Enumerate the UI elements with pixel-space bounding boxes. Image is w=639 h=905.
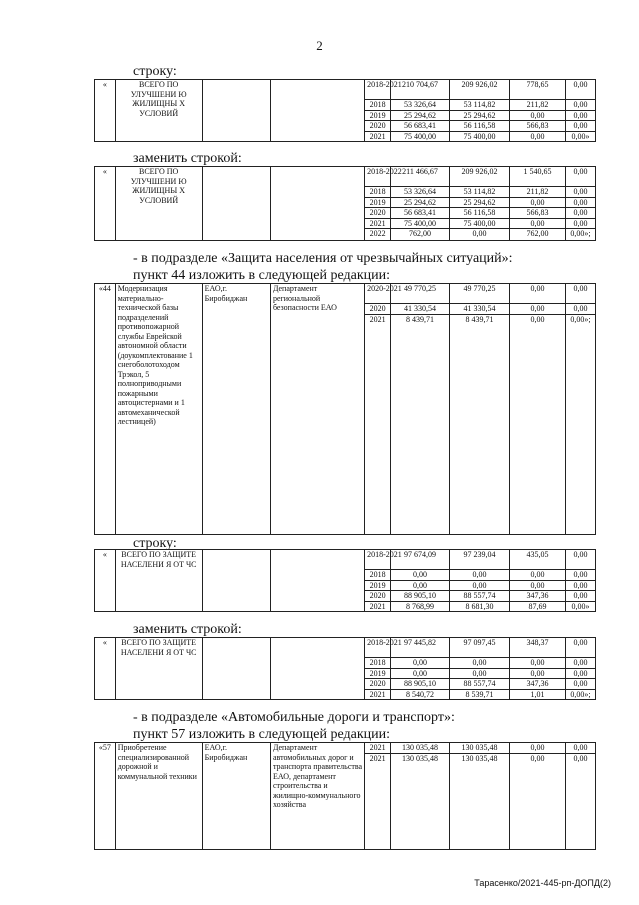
total-amount-cell: 88 905,10 [391, 591, 450, 602]
heading-stroku-1: строку: [133, 64, 177, 79]
year-cell: 2019 [365, 580, 391, 591]
year-cell: 2020-2021 [365, 284, 391, 304]
year-cell: 2020 [365, 121, 391, 132]
year-cell: 2020 [365, 304, 391, 315]
budget-amount-cell: 0,00 [450, 229, 510, 241]
year-cell: 2020 [365, 208, 391, 219]
regional-amount-cell: 347,36 [510, 679, 566, 690]
total-amount-cell: 41 330,54 [391, 304, 450, 315]
total-amount-cell: 97 674,09 [391, 550, 450, 570]
regional-amount-cell: 778,65 [510, 80, 566, 100]
total-amount-cell: 0,00 [391, 658, 450, 669]
total-amount-cell: 53 326,64 [391, 187, 450, 198]
total-amount-cell: 75 400,00 [391, 218, 450, 229]
total-amount-cell: 762,00 [391, 229, 450, 241]
executor-cell [270, 167, 364, 241]
table-row [95, 743, 596, 754]
budget-amount-cell: 209 926,02 [450, 80, 510, 100]
other-amount-cell: 0,00» [565, 131, 595, 142]
budget-amount-cell: 56 116,58 [450, 121, 510, 132]
total-amount-cell: 130 035,48 [391, 743, 450, 754]
budget-amount-cell: 0,00 [450, 658, 510, 669]
budget-amount-cell: 0,00 [450, 668, 510, 679]
table-punkt-57 [94, 742, 596, 850]
year-cell: 2021 [365, 131, 391, 142]
location-cell: ЕАО,г. Биробиджан [202, 284, 270, 535]
location-cell [202, 550, 270, 612]
row-mark: « [95, 167, 116, 241]
year-cell: 2018 [365, 100, 391, 111]
other-amount-cell: 0,00 [565, 570, 595, 581]
total-amount-cell: 0,00 [391, 570, 450, 581]
year-cell: 2020 [365, 679, 391, 690]
total-amount-cell: 25 294,62 [391, 197, 450, 208]
year-cell: 2021 [365, 743, 391, 754]
location-cell: ЕАО,г. Биробиджан [202, 743, 270, 850]
budget-amount-cell: 97 097,45 [450, 638, 510, 658]
year-cell: 2021 [365, 753, 391, 849]
other-amount-cell: 0,00 [565, 753, 595, 849]
budget-amount-cell: 88 557,74 [450, 591, 510, 602]
year-cell: 2018 [365, 187, 391, 198]
budget-amount-cell: 53 114,82 [450, 187, 510, 198]
object-name: ВСЕГО ПО ЗАЩИТЕ НАСЕЛЕНИ Я ОТ ЧС [115, 550, 202, 612]
table-row [95, 284, 596, 304]
year-cell: 2018 [365, 658, 391, 669]
regional-amount-cell: 0,00 [510, 304, 566, 315]
executor-cell [270, 550, 364, 612]
year-cell: 2020 [365, 591, 391, 602]
other-amount-cell: 0,00» [565, 601, 595, 612]
total-amount-cell: 0,00 [391, 668, 450, 679]
budget-amount-cell: 130 035,48 [450, 743, 510, 754]
other-amount-cell: 0,00 [565, 668, 595, 679]
table-row [95, 638, 596, 658]
table-row [95, 167, 596, 187]
regional-amount-cell: 566,83 [510, 208, 566, 219]
regional-amount-cell: 211,82 [510, 187, 566, 198]
other-amount-cell: 0,00 [565, 208, 595, 219]
regional-amount-cell: 0,00 [510, 570, 566, 581]
executor-cell [270, 80, 364, 142]
year-cell: 2018 [365, 570, 391, 581]
budget-amount-cell: 49 770,25 [450, 284, 510, 304]
budget-amount-cell: 209 926,02 [450, 167, 510, 187]
budget-amount-cell: 8 439,71 [450, 314, 510, 534]
regional-amount-cell: 0,00 [510, 197, 566, 208]
other-amount-cell: 0,00»; [565, 689, 595, 700]
total-amount-cell: 130 035,48 [391, 753, 450, 849]
total-amount-cell: 97 445,82 [391, 638, 450, 658]
budget-amount-cell: 130 035,48 [450, 753, 510, 849]
total-amount-cell: 56 683,41 [391, 121, 450, 132]
year-cell: 2022 [365, 229, 391, 241]
year-cell: 2019 [365, 110, 391, 121]
location-cell [202, 167, 270, 241]
regional-amount-cell: 0,00 [510, 284, 566, 304]
year-cell: 2018-2021 [365, 80, 391, 100]
regional-amount-cell: 0,00 [510, 218, 566, 229]
year-cell: 2019 [365, 668, 391, 679]
regional-amount-cell: 0,00 [510, 110, 566, 121]
budget-amount-cell: 0,00 [450, 580, 510, 591]
heading-subsection-zashchita: - в подразделе «Защита населения от чрезвычайных ситуаций»: [133, 251, 513, 266]
regional-amount-cell: 348,37 [510, 638, 566, 658]
regional-amount-cell: 0,00 [510, 580, 566, 591]
other-amount-cell: 0,00 [565, 284, 595, 304]
regional-amount-cell: 0,00 [510, 743, 566, 754]
object-name: Приобретение специализированной дорожной и коммунальной техники [115, 743, 202, 850]
executor-cell: Департамент региональной безопасности ЕАО [270, 284, 364, 535]
other-amount-cell: 0,00 [565, 550, 595, 570]
table-row [95, 80, 596, 100]
object-name: ВСЕГО ПО УЛУЧШЕНИ Ю ЖИЛИЩНЫ Х УСЛОВИЙ [115, 80, 202, 142]
budget-amount-cell: 25 294,62 [450, 197, 510, 208]
budget-amount-cell: 88 557,74 [450, 679, 510, 690]
total-amount-cell: 25 294,62 [391, 110, 450, 121]
other-amount-cell: 0,00 [565, 218, 595, 229]
object-name: ВСЕГО ПО УЛУЧШЕНИ Ю ЖИЛИЩНЫ Х УСЛОВИЙ [115, 167, 202, 241]
year-cell: 2018-2021 [365, 638, 391, 658]
executor-cell [270, 638, 364, 700]
table-zashchita-old [94, 549, 596, 612]
other-amount-cell: 0,00 [565, 197, 595, 208]
row-mark: «44 [95, 284, 116, 535]
heading-punkt-57: пункт 57 изложить в следующей редакции: [133, 727, 390, 742]
other-amount-cell: 0,00»; [565, 229, 595, 241]
page-number: 2 [316, 38, 323, 53]
year-cell: 2018-2022 [365, 167, 391, 187]
regional-amount-cell: 1 540,65 [510, 167, 566, 187]
budget-amount-cell: 53 114,82 [450, 100, 510, 111]
budget-amount-cell: 75 400,00 [450, 131, 510, 142]
budget-amount-cell: 56 116,58 [450, 208, 510, 219]
year-cell: 2021 [365, 601, 391, 612]
year-cell: 2019 [365, 197, 391, 208]
total-amount-cell: 210 704,67 [391, 80, 450, 100]
location-cell [202, 638, 270, 700]
year-cell: 2018-2021 [365, 550, 391, 570]
other-amount-cell: 0,00 [565, 187, 595, 198]
budget-amount-cell: 25 294,62 [450, 110, 510, 121]
heading-subsection-dorogi: - в подразделе «Автомобильные дороги и транспорт»: [133, 710, 455, 725]
regional-amount-cell: 1,01 [510, 689, 566, 700]
heading-stroku-2: строку: [133, 536, 177, 551]
regional-amount-cell: 0,00 [510, 314, 566, 534]
row-mark: « [95, 550, 116, 612]
heading-punkt-44: пункт 44 изложить в следующей редакции: [133, 268, 390, 283]
other-amount-cell: 0,00 [565, 591, 595, 602]
budget-amount-cell: 75 400,00 [450, 218, 510, 229]
location-cell [202, 80, 270, 142]
other-amount-cell: 0,00»; [565, 314, 595, 534]
budget-amount-cell: 97 239,04 [450, 550, 510, 570]
total-amount-cell: 8 540,72 [391, 689, 450, 700]
budget-amount-cell: 8 539,71 [450, 689, 510, 700]
regional-amount-cell: 347,36 [510, 591, 566, 602]
table-punkt-44 [94, 283, 596, 535]
total-amount-cell: 8 768,99 [391, 601, 450, 612]
document-footer-code: Тарасенко/2021-445-рп-ДОПД(2) [474, 878, 611, 888]
other-amount-cell: 0,00 [565, 80, 595, 100]
total-amount-cell: 8 439,71 [391, 314, 450, 534]
total-amount-cell: 49 770,25 [391, 284, 450, 304]
table-uluchshenie-old [94, 79, 596, 142]
table-uluchshenie-new [94, 166, 596, 241]
table-row [95, 550, 596, 570]
other-amount-cell: 0,00 [565, 658, 595, 669]
total-amount-cell: 56 683,41 [391, 208, 450, 219]
budget-amount-cell: 41 330,54 [450, 304, 510, 315]
regional-amount-cell: 566,83 [510, 121, 566, 132]
budget-amount-cell: 0,00 [450, 570, 510, 581]
total-amount-cell: 88 905,10 [391, 679, 450, 690]
year-cell: 2021 [365, 689, 391, 700]
other-amount-cell: 0,00 [565, 121, 595, 132]
regional-amount-cell: 87,69 [510, 601, 566, 612]
regional-amount-cell: 762,00 [510, 229, 566, 241]
heading-zamenit-2: заменить строкой: [133, 622, 242, 637]
total-amount-cell: 0,00 [391, 580, 450, 591]
row-mark: « [95, 80, 116, 142]
other-amount-cell: 0,00 [565, 679, 595, 690]
row-mark: «57 [95, 743, 116, 850]
other-amount-cell: 0,00 [565, 304, 595, 315]
executor-cell: Департамент автомобильных дорог и транспорта правительства ЕАО, департамент строительства и жилищно-коммунального хозяйства [270, 743, 364, 850]
regional-amount-cell: 0,00 [510, 658, 566, 669]
regional-amount-cell: 0,00 [510, 753, 566, 849]
heading-zamenit-1: заменить строкой: [133, 151, 242, 166]
budget-amount-cell: 8 681,30 [450, 601, 510, 612]
total-amount-cell: 211 466,67 [391, 167, 450, 187]
other-amount-cell: 0,00 [565, 100, 595, 111]
regional-amount-cell: 211,82 [510, 100, 566, 111]
object-name: ВСЕГО ПО ЗАЩИТЕ НАСЕЛЕНИ Я ОТ ЧС [115, 638, 202, 700]
total-amount-cell: 53 326,64 [391, 100, 450, 111]
other-amount-cell: 0,00 [565, 167, 595, 187]
other-amount-cell: 0,00 [565, 580, 595, 591]
row-mark: « [95, 638, 116, 700]
object-name: Модернизация материально-технической базы подразделений противопожарной службы Еврейской автономной области (доукомплектование 1 снегоболотоходом Трэкол, 5 полноприводными пожарными автоцистернами и 1 автомеханической лестницей) [115, 284, 202, 535]
other-amount-cell: 0,00 [565, 743, 595, 754]
other-amount-cell: 0,00 [565, 638, 595, 658]
other-amount-cell: 0,00 [565, 110, 595, 121]
total-amount-cell: 75 400,00 [391, 131, 450, 142]
year-cell: 2021 [365, 314, 391, 534]
table-zashchita-new [94, 637, 596, 700]
regional-amount-cell: 0,00 [510, 668, 566, 679]
year-cell: 2021 [365, 218, 391, 229]
regional-amount-cell: 0,00 [510, 131, 566, 142]
regional-amount-cell: 435,05 [510, 550, 566, 570]
